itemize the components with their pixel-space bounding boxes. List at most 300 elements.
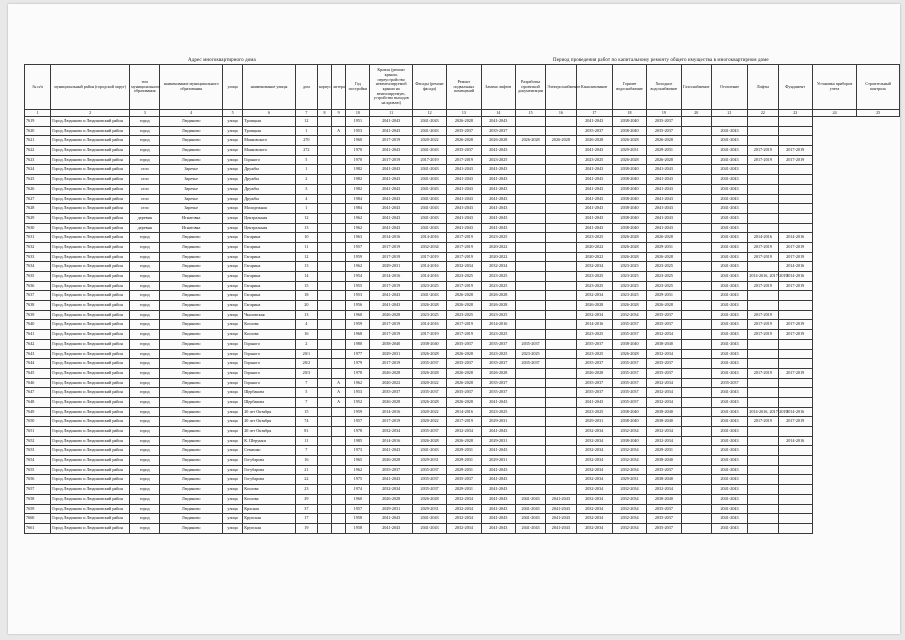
house-cell: 5 [295, 388, 317, 398]
municipality-cell: Людиново [160, 407, 223, 417]
period-cell: 2041-2043 [481, 204, 515, 214]
settlement-type-cell: село [130, 165, 160, 175]
period-cell [515, 291, 545, 301]
period-cell [515, 456, 545, 466]
period-cell: 2035-2037 [370, 465, 412, 475]
column-header: Газоснабжение [681, 65, 711, 110]
period-cell: 2035-2037 [481, 126, 515, 136]
period-cell [778, 213, 812, 223]
period-cell: 2035-2037 [412, 465, 446, 475]
letter-cell [332, 175, 346, 185]
period-cell [546, 456, 576, 466]
table-row [25, 291, 900, 301]
period-cell [515, 368, 545, 378]
period-cell [748, 485, 778, 495]
period-cell: 2041-2043 [481, 446, 515, 456]
period-cell: 2032-2034 [370, 427, 412, 437]
period-cell: 2041-2043 [711, 213, 747, 223]
period-cell: 2038-2040 [612, 213, 646, 223]
period-cell: 2032-2034 [447, 427, 481, 437]
period-cell [778, 291, 812, 301]
period-cell [546, 146, 576, 156]
district-cell: Город Людиново и Людиновский район [51, 262, 130, 272]
letter-cell: А [332, 126, 346, 136]
period-cell [546, 262, 576, 272]
period-cell: 2017-2019 [412, 330, 446, 340]
period-cell [778, 310, 812, 320]
period-cell: 2026-2028 [447, 301, 481, 311]
year-cell: 1956 [346, 301, 370, 311]
period-cell: 2029-2031 [612, 146, 646, 156]
period-cell: 2041-2043 [711, 368, 747, 378]
period-cell [546, 388, 576, 398]
municipality-cell: Людиново [160, 301, 223, 311]
period-cell: 2017-2019 [748, 252, 778, 262]
period-cell [778, 136, 812, 146]
period-cell: 2017-2019 [447, 155, 481, 165]
period-cell: 2017-2019 [370, 136, 412, 146]
period-cell [778, 378, 812, 388]
year-cell: 1953 [346, 291, 370, 301]
period-cell: 2029-2031 [481, 436, 515, 446]
settlement-type-cell: город [130, 291, 160, 301]
period-cell: 2029-2031 [576, 417, 612, 427]
letter-cell [332, 184, 346, 194]
table-row [25, 242, 900, 252]
building-cell [317, 272, 331, 282]
period-cell: 2041-2043 [576, 223, 612, 233]
period-cell: 2023-2025 [447, 310, 481, 320]
table-row [25, 194, 900, 204]
period-cell: 2041-2043 [412, 204, 446, 214]
period-cell: 2041-2043 [481, 117, 515, 127]
municipality-cell: Людиново [160, 252, 223, 262]
row-number: 7631 [25, 233, 51, 243]
period-cell: 2041-2043 [711, 262, 747, 272]
column-header: наименование улицы [243, 65, 296, 110]
municipality-cell: Людиново [160, 233, 223, 243]
period-cell [778, 465, 812, 475]
letter-cell [332, 272, 346, 282]
letter-cell [332, 223, 346, 233]
period-cell: 2032-2034 [647, 436, 681, 446]
district-cell: Город Людиново и Людиновский район [51, 146, 130, 156]
period-cell [546, 155, 576, 165]
capital-repair-table [24, 64, 900, 534]
house-cell: 22 [295, 475, 317, 485]
period-cell [748, 475, 778, 485]
settlement-type-cell: село [130, 175, 160, 185]
street-name-cell: Козлова [243, 494, 296, 504]
period-cell [681, 204, 711, 214]
period-cell: 2035-2037 [647, 523, 681, 533]
letter-cell [332, 465, 346, 475]
period-cell [748, 436, 778, 446]
period-cell: 2023-2025 [612, 262, 646, 272]
period-cell: 2032-2034 [647, 378, 681, 388]
house-cell: 19 [295, 523, 317, 533]
street-name-cell: 20 лет Октября [243, 407, 296, 417]
letter-cell [332, 368, 346, 378]
street-name-cell: Щербакова [243, 388, 296, 398]
period-cell [515, 213, 545, 223]
period-cell [778, 388, 812, 398]
period-cell [546, 407, 576, 417]
period-cell: 2038-2040 [647, 417, 681, 427]
period-cell: 2041-2043 [412, 194, 446, 204]
period-cell [681, 272, 711, 282]
street-name-cell: Дружбы [243, 184, 296, 194]
period-cell: 2035-2037 [481, 388, 515, 398]
period-cell: 2035-2037 [711, 378, 747, 388]
period-cell [546, 446, 576, 456]
period-cell [546, 368, 576, 378]
column-header: улица [223, 65, 243, 110]
period-cell [681, 368, 711, 378]
district-cell: Город Людиново и Людиновский район [51, 184, 130, 194]
period-cell: 2017-2019 [447, 281, 481, 291]
period-cell: 2032-2034 [576, 427, 612, 437]
period-cell: 2023-2025 [612, 281, 646, 291]
period-cell: 2032-2034 [481, 262, 515, 272]
letter-cell [332, 514, 346, 524]
street-type-cell: улица [223, 427, 243, 437]
period-cell: 2041-2043 [647, 184, 681, 194]
period-cell [546, 436, 576, 446]
building-cell [317, 262, 331, 272]
period-cell: 2041-2043 [711, 223, 747, 233]
district-cell: Город Людиново и Людиновский район [51, 136, 130, 146]
building-cell [317, 175, 331, 185]
settlement-type-cell: город [130, 475, 160, 485]
period-cell: 2029-2031 [647, 146, 681, 156]
period-cell [546, 301, 576, 311]
column-number: 12 [412, 110, 446, 117]
period-cell [748, 427, 778, 437]
period-cell: 2026-2028 [612, 301, 646, 311]
period-cell: 2014-2016 [778, 272, 812, 282]
period-cell [748, 504, 778, 514]
settlement-type-cell: город [130, 126, 160, 136]
building-cell [317, 456, 331, 466]
settlement-type-cell: город [130, 281, 160, 291]
period-cell: 2041-2043 [412, 184, 446, 194]
street-name-cell: Крупская [243, 523, 296, 533]
period-cell: 2017-2019 [370, 155, 412, 165]
table-row [25, 233, 900, 243]
period-cell [681, 359, 711, 369]
settlement-type-cell: город [130, 339, 160, 349]
period-cell: 2035-2037 [576, 126, 612, 136]
period-cell: 2026-2028 [447, 397, 481, 407]
period-cell [546, 417, 576, 427]
period-cell: 2041-2043 [481, 223, 515, 233]
period-cell [778, 117, 812, 127]
period-cell: 2041-2043 [412, 514, 446, 524]
building-cell [317, 330, 331, 340]
period-cell: 2023-2025 [576, 407, 612, 417]
letter-cell [332, 136, 346, 146]
street-type-cell: улица [223, 523, 243, 533]
period-cell: 2035-2037 [612, 320, 646, 330]
municipality-cell: Людиново [160, 514, 223, 524]
house-cell: 2 [295, 175, 317, 185]
district-cell: Город Людиново и Людиновский район [51, 242, 130, 252]
year-cell: 1980 [346, 339, 370, 349]
period-cell [546, 339, 576, 349]
period-cell: 2032-2034 [612, 427, 646, 437]
municipality-cell: Людиново [160, 397, 223, 407]
settlement-type-cell: город [130, 427, 160, 437]
year-cell: 1977 [346, 349, 370, 359]
year-cell: 1968 [346, 330, 370, 340]
year-cell: 1954 [346, 272, 370, 282]
period-cell: 2020-2022 [412, 378, 446, 388]
period-cell: 2017-2019 [748, 155, 778, 165]
district-cell: Город Людиново и Людиновский район [51, 485, 130, 495]
house-cell: 21 [295, 465, 317, 475]
period-cell: 2038-2040 [612, 165, 646, 175]
period-cell [681, 417, 711, 427]
column-number: 20 [681, 110, 711, 117]
column-number: 1 [25, 110, 51, 117]
letter-cell [332, 446, 346, 456]
street-type-cell: улица [223, 359, 243, 369]
building-cell [317, 397, 331, 407]
period-cell [681, 494, 711, 504]
period-cell: 2035-2037 [647, 514, 681, 524]
street-name-cell: Горького [243, 155, 296, 165]
period-cell: 2035-2037 [515, 359, 545, 369]
year-cell: 1962 [346, 378, 370, 388]
district-cell: Город Людиново и Людиновский район [51, 175, 130, 185]
row-number: 7639 [25, 310, 51, 320]
period-cell [515, 446, 545, 456]
building-cell [317, 184, 331, 194]
period-cell: 2026-2028 [612, 155, 646, 165]
period-cell [515, 320, 545, 330]
period-cell [681, 436, 711, 446]
letter-cell [332, 213, 346, 223]
column-header: Замена лифтов [481, 65, 515, 110]
column-header: Лифты [748, 65, 778, 110]
period-cell: 2026-2028 [412, 301, 446, 311]
column-number: 11 [370, 110, 412, 117]
municipality-cell: Людиново [160, 504, 223, 514]
settlement-type-cell: город [130, 359, 160, 369]
column-number: 9 [332, 110, 346, 117]
period-cell: 2038-2040 [612, 339, 646, 349]
row-number: 7660 [25, 514, 51, 524]
building-cell [317, 378, 331, 388]
house-cell: 14 [295, 272, 317, 282]
year-cell: 1957 [346, 417, 370, 427]
street-type-cell: улица [223, 446, 243, 456]
year-cell: 1960 [346, 136, 370, 146]
period-cell [515, 281, 545, 291]
period-cell: 2029-2031 [647, 242, 681, 252]
period-cell [748, 514, 778, 524]
letter-cell [332, 233, 346, 243]
settlement-type-cell: город [130, 397, 160, 407]
period-cell: 2017-2019 [412, 155, 446, 165]
year-cell: 1957 [346, 242, 370, 252]
period-cell: 2035-2037 [647, 368, 681, 378]
period-cell: 2032-2034 [612, 465, 646, 475]
settlement-type-cell: город [130, 117, 160, 127]
letter-cell [332, 407, 346, 417]
period-cell: 2017-2019 [748, 368, 778, 378]
year-cell: 1970 [346, 155, 370, 165]
period-cell: 2032-2034 [576, 262, 612, 272]
street-type-cell: улица [223, 436, 243, 446]
street-type-cell: улица [223, 223, 243, 233]
period-cell: 2017-2019 [778, 242, 812, 252]
period-cell [515, 310, 545, 320]
period-cell: 2023-2025 [412, 281, 446, 291]
building-cell [317, 310, 331, 320]
column-number: 19 [647, 110, 681, 117]
period-cell: 2026-2028 [481, 301, 515, 311]
period-cell: 2023-2025 [481, 281, 515, 291]
year-cell: 1982 [346, 184, 370, 194]
row-number: 7621 [25, 136, 51, 146]
building-cell [317, 514, 331, 524]
letter-cell: А [332, 378, 346, 388]
period-cell: 2032-2034 [612, 494, 646, 504]
period-cell: 2041-2043 [711, 427, 747, 437]
period-cell: 2035-2037 [481, 339, 515, 349]
period-cell [681, 165, 711, 175]
period-cell [515, 146, 545, 156]
column-number-row [25, 110, 900, 117]
period-cell: 2014-2016 [412, 320, 446, 330]
table-row [25, 223, 900, 233]
period-cell [546, 126, 576, 136]
period-cell [778, 446, 812, 456]
period-cell: 2041-2043 [412, 165, 446, 175]
column-number: 5 [223, 110, 243, 117]
period-cell [681, 233, 711, 243]
period-cell: 2041-2043 [370, 194, 412, 204]
street-type-cell: улица [223, 368, 243, 378]
column-header: Канализование [576, 65, 612, 110]
letter-cell [332, 291, 346, 301]
street-type-cell: улица [223, 330, 243, 340]
period-cell: 2041-2043 [576, 213, 612, 223]
period-cell [748, 194, 778, 204]
column-header: № п/п [25, 65, 51, 110]
row-number: 7648 [25, 397, 51, 407]
period-cell: 2041-2043 [370, 291, 412, 301]
period-cell [515, 427, 545, 437]
period-cell [515, 436, 545, 446]
municipality-cell: Заречье [160, 204, 223, 214]
street-name-cell: 20 лет Октября [243, 417, 296, 427]
letter-cell [332, 194, 346, 204]
period-cell [681, 301, 711, 311]
table-header [25, 65, 900, 117]
settlement-type-cell: город [130, 368, 160, 378]
letter-cell [332, 320, 346, 330]
period-cell: 2041-2043 [647, 165, 681, 175]
period-cell: 2032-2034 [447, 494, 481, 504]
period-cell: 2026-2028 [370, 368, 412, 378]
district-cell: Город Людиново и Людиновский район [51, 523, 130, 533]
street-name-cell: Маяковского [243, 146, 296, 156]
street-name-cell: Маяковского [243, 136, 296, 146]
district-cell: Город Людиново и Людиновский район [51, 427, 130, 437]
municipality-cell: Людиново [160, 117, 223, 127]
street-name-cell: Гагарина [243, 252, 296, 262]
building-cell [317, 504, 331, 514]
table-row [25, 427, 900, 437]
period-cell: 2038-2040 [612, 194, 646, 204]
year-cell: 1982 [346, 165, 370, 175]
building-cell [317, 194, 331, 204]
period-cell: 2041-2043 [711, 126, 747, 136]
street-name-cell: К. Шерунки [243, 436, 296, 446]
period-cell: 2041-2043 [447, 223, 481, 233]
period-cell [546, 175, 576, 185]
period-cell: 2020-2022 [481, 252, 515, 262]
street-name-cell: Гагарина [243, 233, 296, 243]
period-cell: 2041-2043 [546, 494, 576, 504]
period-cell [515, 475, 545, 485]
period-cell [515, 175, 545, 185]
period-cell [778, 397, 812, 407]
table-row [25, 436, 900, 446]
period-cell: 2038-2040 [412, 339, 446, 349]
house-cell: 20/1 [295, 349, 317, 359]
period-cell: 2041-2043 [711, 204, 747, 214]
street-name-cell: Гогубарова [243, 475, 296, 485]
house-cell: 270 [295, 136, 317, 146]
municipality-cell: Людиново [160, 446, 223, 456]
period-cell [778, 485, 812, 495]
settlement-type-cell: село [130, 204, 160, 214]
year-cell: 1958 [346, 514, 370, 524]
table-row [25, 320, 900, 330]
year-cell: 1953 [346, 388, 370, 398]
period-cell: 2014-2016 [778, 233, 812, 243]
period-cell [778, 301, 812, 311]
period-cell: 2041-2043 [370, 514, 412, 524]
period-cell: 2014-2016 [370, 272, 412, 282]
street-type-cell: улица [223, 184, 243, 194]
period-cell: 2035-2037 [447, 126, 481, 136]
period-cell: 2017-2019 [370, 417, 412, 427]
period-cell: 2038-2040 [612, 204, 646, 214]
row-number: 7650 [25, 417, 51, 427]
street-type-cell: улица [223, 397, 243, 407]
building-cell [317, 213, 331, 223]
period-cell [546, 272, 576, 282]
period-cell: 2026-2028 [576, 136, 612, 146]
period-cell: 2023-2025 [447, 272, 481, 282]
period-cell [515, 407, 545, 417]
period-cell: 2038-2040 [612, 417, 646, 427]
column-header: Холодное водоснабжение [647, 65, 681, 110]
row-number: 7619 [25, 117, 51, 127]
column-header: дом [295, 65, 317, 110]
district-cell: Город Людиново и Людиновский район [51, 165, 130, 175]
period-cell [778, 339, 812, 349]
period-cell [515, 194, 545, 204]
street-name-cell: Козлова [243, 485, 296, 495]
period-cell: 2032-2034 [612, 504, 646, 514]
period-cell [515, 126, 545, 136]
